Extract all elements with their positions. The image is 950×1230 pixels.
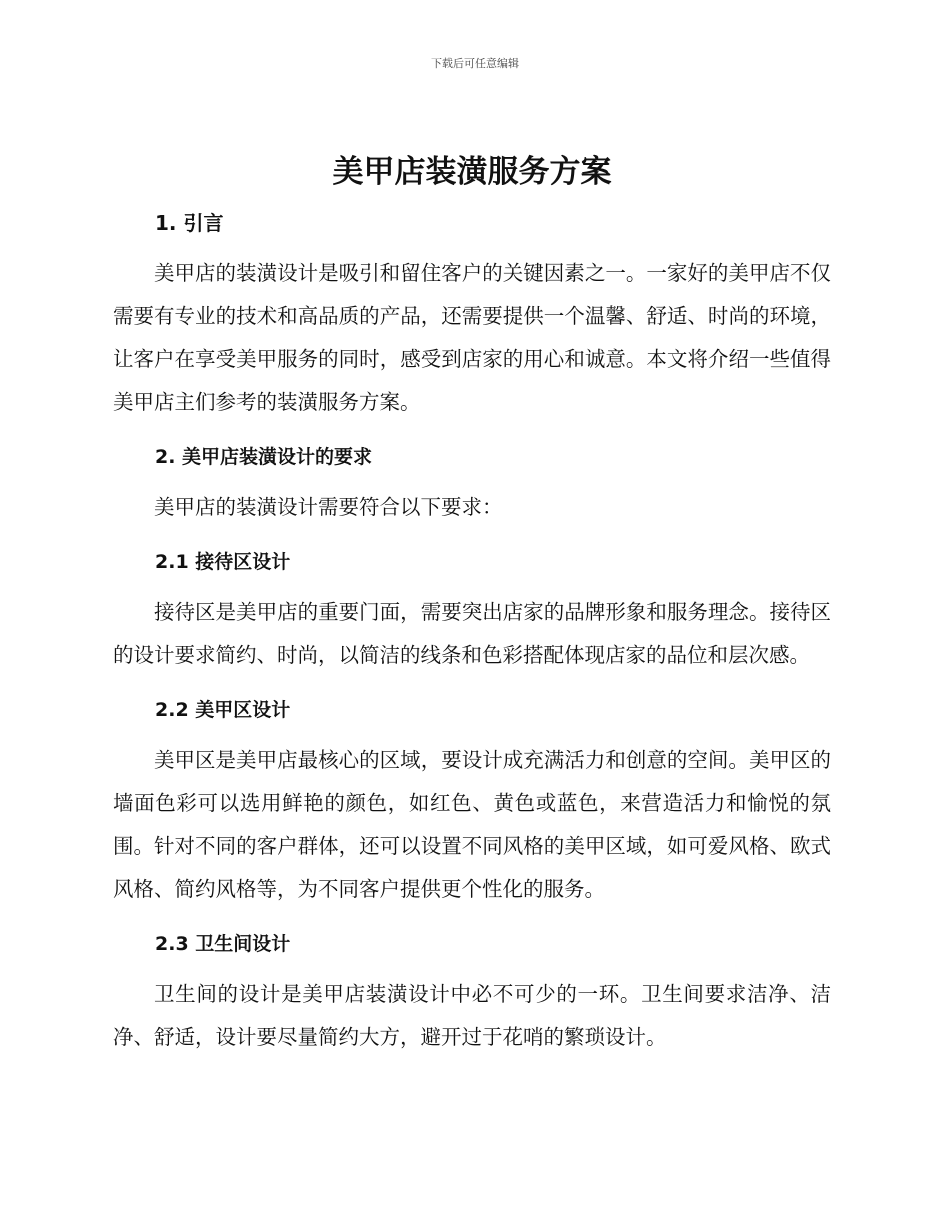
document-body bbox=[113, 150, 831, 1059]
document-title: 美甲店装潢服务方案 bbox=[332, 154, 612, 190]
paragraph-restroom: 卫生间的设计是美甲店装潢设计中必不可少的一环。卫生间要求洁净、洁净、舒适，设计要尽量简约大方，避开过于花哨的繁琐设计。 bbox=[113, 982, 831, 1049]
section-heading-intro: 1. 引言 bbox=[155, 211, 224, 235]
paragraph-intro: 美甲店的装潢设计是吸引和留住客户的关键因素之一。一家好的美甲店不仅需要有专业的技术和高品质的产品，还需要提供一个温馨、舒适、时尚的环境，让客户在享受美甲服务的同时，感受到店家的用心和诚意。本文将介绍一些值得美甲店主们参考的装潢服务方案。 bbox=[113, 261, 831, 414]
paragraph-requirements: 美甲店的装潢设计需要符合以下要求： bbox=[154, 495, 503, 519]
section-heading-restroom: 2.3 卫生间设计 bbox=[155, 933, 291, 955]
section-heading-reception: 2.1 接待区设计 bbox=[155, 551, 291, 573]
header-note: 下载后可任意编辑 bbox=[431, 57, 519, 70]
section-heading-nail-area: 2.2 美甲区设计 bbox=[155, 699, 291, 721]
paragraph-reception: 接待区是美甲店的重要门面，需要突出店家的品牌形象和服务理念。接待区的设计要求简约、时尚，以简洁的线条和色彩搭配体现店家的品位和层次感。 bbox=[113, 600, 831, 667]
paragraph-nail-area: 美甲区是美甲店最核心的区域，要设计成充满活力和创意的空间。美甲区的墙面色彩可以选用鲜艳的颜色，如红色、黄色或蓝色，来营造活力和愉悦的氛围。针对不同的客户群体，还可以设置不同风格的美甲区域，如可爱风格、欧式风格、简约风格等，为不同客户提供更个性化的服务。 bbox=[113, 748, 831, 901]
section-heading-requirements: 2. 美甲店装潢设计的要求 bbox=[155, 446, 373, 468]
